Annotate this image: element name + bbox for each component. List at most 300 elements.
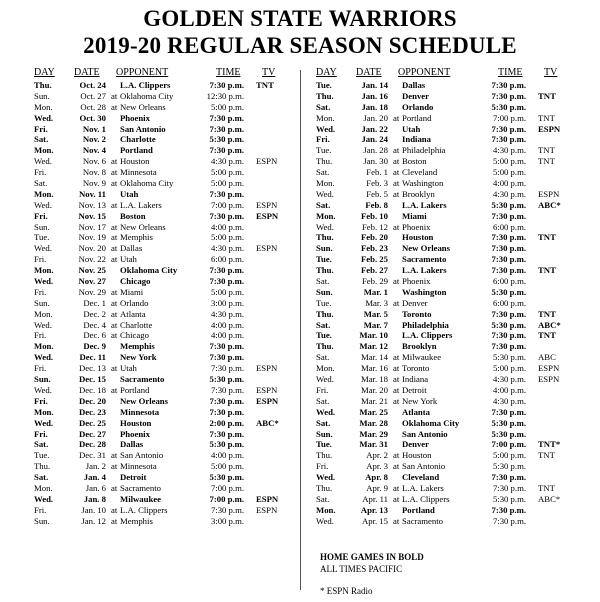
game-date: Nov. 25 xyxy=(78,265,106,276)
game-row xyxy=(316,134,566,145)
away-marker: at xyxy=(393,450,400,461)
game-row xyxy=(316,254,566,265)
game-row xyxy=(34,472,284,483)
game-date: Apr. 3 xyxy=(366,461,388,472)
game-row xyxy=(316,494,566,505)
game-date: Dec. 1 xyxy=(83,297,106,308)
game-row xyxy=(316,156,566,167)
game-date: Apr. 13 xyxy=(360,504,388,515)
game-day: Thu. xyxy=(34,80,52,90)
game-day: Fri. xyxy=(34,123,48,134)
game-opponent: Toronto xyxy=(402,363,430,374)
game-row xyxy=(34,156,284,167)
game-date: Jan. 10 xyxy=(81,504,106,515)
game-time: 7:00 p.m. xyxy=(491,439,526,450)
game-date: Nov. 29 xyxy=(78,286,106,297)
game-date: Mar. 3 xyxy=(365,297,388,308)
game-tv: TNT* xyxy=(538,439,561,450)
game-row xyxy=(316,516,566,527)
game-row xyxy=(316,102,566,113)
game-date: Oct. 30 xyxy=(79,112,106,123)
game-opponent: Phoenix xyxy=(120,428,150,439)
game-day: Sun. xyxy=(34,221,50,232)
game-opponent: New Orleans xyxy=(120,101,166,112)
game-row xyxy=(34,298,284,309)
game-time: 5:00 p.m. xyxy=(210,167,244,178)
game-tv: TNT xyxy=(538,265,556,276)
game-opponent: L.A. Lakers xyxy=(402,265,447,276)
away-marker: at xyxy=(111,384,118,395)
game-time: 7:30 p.m. xyxy=(209,428,244,439)
game-date: Dec. 13 xyxy=(78,363,106,374)
game-day: Sat. xyxy=(34,439,49,450)
game-row xyxy=(34,80,284,91)
game-tv: ESPN xyxy=(538,123,561,134)
game-tv: ESPN xyxy=(256,210,279,221)
away-marker: at xyxy=(393,167,400,178)
game-day: Sat. xyxy=(316,167,330,178)
game-time: 6:00 p.m. xyxy=(492,276,526,287)
away-marker: at xyxy=(111,363,118,374)
game-day: Wed. xyxy=(316,123,336,134)
game-opponent: Oklahoma City xyxy=(120,178,174,189)
game-row xyxy=(34,429,284,440)
game-row xyxy=(316,450,566,461)
game-time: 5:00 p.m. xyxy=(492,450,526,461)
game-date: Nov. 15 xyxy=(78,210,106,221)
game-tv: ABC* xyxy=(538,493,561,504)
game-day: Sat. xyxy=(316,319,331,330)
game-opponent: Indiana xyxy=(402,134,431,145)
game-day: Thu. xyxy=(316,450,333,461)
game-opponent: Portland xyxy=(402,504,435,515)
game-row xyxy=(316,396,566,407)
game-row xyxy=(316,80,566,91)
away-marker: at xyxy=(393,221,400,232)
away-marker: at xyxy=(393,178,400,189)
game-row xyxy=(34,494,284,505)
game-date: Nov. 22 xyxy=(78,254,106,265)
game-time: 7:30 p.m. xyxy=(209,112,244,123)
game-day: Sat. xyxy=(34,472,49,483)
game-day: Tue. xyxy=(316,80,332,90)
game-row xyxy=(34,505,284,516)
game-date: Mar. 7 xyxy=(363,319,388,330)
away-marker: at xyxy=(393,374,400,385)
game-time: 7:30 p.m. xyxy=(209,80,244,90)
game-opponent: L.A. Clippers xyxy=(402,330,453,341)
game-date: Apr. 9 xyxy=(366,482,388,493)
game-time: 5:30 p.m. xyxy=(209,374,244,385)
game-time: 7:30 p.m. xyxy=(209,276,244,287)
game-opponent: Atlanta xyxy=(402,406,430,417)
game-time: 5:30 p.m. xyxy=(209,134,244,145)
game-time: 5:30 p.m. xyxy=(491,428,526,439)
game-date: Jan. 4 xyxy=(83,472,106,483)
game-tv: TNT xyxy=(538,308,556,319)
game-date: Jan. 20 xyxy=(363,112,388,123)
away-marker: at xyxy=(111,178,118,189)
game-day: Wed. xyxy=(34,156,52,167)
game-row xyxy=(34,309,284,320)
game-opponent: Detroit xyxy=(402,384,427,395)
game-date: Feb. 10 xyxy=(360,210,388,221)
game-opponent: Houston xyxy=(120,156,150,167)
game-time: 4:30 p.m. xyxy=(492,188,526,199)
game-date: Jan. 14 xyxy=(361,80,388,90)
game-opponent: Sacramento xyxy=(120,482,162,493)
game-opponent: Atlanta xyxy=(120,308,146,319)
game-row xyxy=(34,276,284,287)
away-marker: at xyxy=(393,352,400,363)
game-tv: TNT xyxy=(538,232,556,243)
game-row xyxy=(34,352,284,363)
game-opponent: Utah xyxy=(402,123,421,134)
game-tv: ESPN xyxy=(256,243,278,254)
game-date: Nov. 13 xyxy=(78,199,106,210)
game-tv: ESPN xyxy=(538,374,560,385)
game-day: Wed. xyxy=(316,515,334,526)
game-day: Thu. xyxy=(316,308,334,319)
game-day: Tue. xyxy=(316,330,332,341)
game-row xyxy=(34,91,284,102)
game-date: Jan. 6 xyxy=(85,482,106,493)
game-day: Mon. xyxy=(316,178,335,189)
game-row xyxy=(34,396,284,407)
game-tv: TNT xyxy=(538,156,555,167)
game-date: Dec. 25 xyxy=(78,417,106,428)
game-row xyxy=(316,287,566,298)
game-tv: ESPN xyxy=(538,363,560,374)
away-marker: at xyxy=(393,384,400,395)
radio-note: * ESPN Radio xyxy=(320,586,373,596)
game-date: Dec. 28 xyxy=(78,439,106,450)
game-day: Thu. xyxy=(316,265,334,276)
game-date: Dec. 20 xyxy=(78,395,106,406)
game-time: 5:00 p.m. xyxy=(492,167,526,178)
game-opponent: New Orleans xyxy=(120,395,169,406)
game-day: Sat. xyxy=(316,417,331,428)
game-time: 5:00 p.m. xyxy=(492,363,526,374)
game-row xyxy=(316,222,566,233)
game-tv: ESPN xyxy=(256,156,278,167)
game-opponent: Brooklyn xyxy=(402,341,437,352)
game-row xyxy=(34,363,284,374)
game-opponent: San Antonio xyxy=(402,461,446,472)
game-day: Sat. xyxy=(316,395,330,406)
game-date: Nov. 17 xyxy=(78,221,106,232)
game-opponent: Utah xyxy=(120,188,139,199)
game-opponent: Miami xyxy=(402,210,427,221)
game-time: 7:30 p.m. xyxy=(491,90,526,101)
game-day: Fri. xyxy=(34,254,47,265)
game-opponent: Houston xyxy=(120,417,152,428)
away-marker: at xyxy=(393,188,400,199)
game-time: 12:30 p.m. xyxy=(206,90,244,101)
game-day: Mon. xyxy=(316,504,336,515)
game-day: Wed. xyxy=(316,472,336,483)
game-row xyxy=(316,483,566,494)
game-date: Mar. 28 xyxy=(359,417,388,428)
game-opponent: Orlando xyxy=(120,297,149,308)
game-day: Sat. xyxy=(316,276,330,287)
game-day: Thu. xyxy=(316,232,334,243)
game-tv: ABC xyxy=(538,352,556,363)
game-date: Mar. 12 xyxy=(359,341,388,352)
game-opponent: Minnesota xyxy=(120,167,157,178)
game-row xyxy=(316,200,566,211)
game-date: Mar. 1 xyxy=(363,286,388,297)
game-date: Dec. 31 xyxy=(78,450,106,461)
game-row xyxy=(316,330,566,341)
game-date: Nov. 6 xyxy=(82,156,106,167)
game-day: Mon. xyxy=(34,341,54,352)
game-opponent: Portland xyxy=(120,145,153,156)
game-tv: TNT xyxy=(538,482,555,493)
game-row xyxy=(316,91,566,102)
game-opponent: Phoenix xyxy=(402,221,431,232)
game-date: Jan. 16 xyxy=(361,90,388,101)
away-marker: at xyxy=(111,286,118,297)
game-row xyxy=(34,134,284,145)
game-row xyxy=(34,243,284,254)
game-row xyxy=(34,439,284,450)
game-day: Fri. xyxy=(316,384,329,395)
game-opponent: Dallas xyxy=(402,80,426,90)
away-marker: at xyxy=(111,319,118,330)
game-opponent: New Orleans xyxy=(402,243,451,254)
game-date: Feb. 23 xyxy=(360,243,388,254)
game-day: Tue. xyxy=(316,254,332,265)
game-date: Jan. 28 xyxy=(363,145,388,156)
game-date: Oct. 24 xyxy=(79,80,106,90)
game-time: 4:30 p.m. xyxy=(492,145,526,156)
away-marker: at xyxy=(111,221,118,232)
game-tv: ESPN xyxy=(256,493,279,504)
game-row xyxy=(34,320,284,331)
game-opponent: Memphis xyxy=(120,232,153,243)
game-row xyxy=(34,450,284,461)
game-date: Feb. 29 xyxy=(361,276,388,287)
game-opponent: Brooklyn xyxy=(402,188,435,199)
game-date: Jan. 2 xyxy=(85,461,106,472)
game-day: Wed. xyxy=(34,319,52,330)
game-row xyxy=(316,145,566,156)
away-marker: at xyxy=(111,90,118,101)
header-tv: TV xyxy=(262,67,276,78)
game-day: Wed. xyxy=(34,243,52,254)
game-date: Nov. 8 xyxy=(82,167,106,178)
game-row xyxy=(34,341,284,352)
game-day: Sun. xyxy=(34,90,50,101)
game-opponent: Houston xyxy=(402,450,432,461)
game-day: Fri. xyxy=(316,134,330,145)
game-row xyxy=(316,265,566,276)
game-day: Sun. xyxy=(34,374,51,385)
game-time: 5:30 p.m. xyxy=(209,439,244,450)
game-time: 3:00 p.m. xyxy=(210,515,244,526)
game-opponent: New Orleans xyxy=(120,221,166,232)
away-marker: at xyxy=(393,276,400,287)
game-time: 7:30 p.m. xyxy=(210,363,244,374)
game-opponent: Indiana xyxy=(402,374,429,385)
game-day: Wed. xyxy=(34,276,54,287)
schedule-list-left xyxy=(34,80,284,527)
game-time: 5:30 p.m. xyxy=(491,199,526,210)
game-opponent: Minnesota xyxy=(120,461,157,472)
game-day: Fri. xyxy=(34,167,47,178)
away-marker: at xyxy=(111,199,118,210)
game-opponent: Sacramento xyxy=(402,515,444,526)
game-row xyxy=(316,472,566,483)
game-opponent: Cleveland xyxy=(402,167,438,178)
game-row xyxy=(316,320,566,331)
game-opponent: Charlotte xyxy=(120,134,156,145)
game-date: Dec. 15 xyxy=(78,374,106,385)
away-marker: at xyxy=(393,112,400,123)
game-day: Sun. xyxy=(316,428,333,439)
game-day: Wed. xyxy=(316,374,334,385)
game-day: Wed. xyxy=(34,199,52,210)
game-day: Sat. xyxy=(316,101,331,112)
game-day: Sat. xyxy=(316,199,331,210)
game-day: Thu. xyxy=(316,156,333,167)
game-row xyxy=(34,200,284,211)
game-time: 5:30 p.m. xyxy=(492,461,526,472)
game-day: Thu. xyxy=(316,341,334,352)
game-opponent: Miami xyxy=(120,286,144,297)
game-opponent: Washington xyxy=(402,286,447,297)
game-time: 6:00 p.m. xyxy=(492,297,526,308)
away-marker: at xyxy=(393,145,400,156)
game-opponent: San Antonio xyxy=(402,428,448,439)
game-day: Mon. xyxy=(34,188,54,199)
game-time: 4:30 p.m. xyxy=(210,243,244,254)
game-date: Mar. 5 xyxy=(363,308,388,319)
away-marker: at xyxy=(111,254,118,265)
game-row xyxy=(316,341,566,352)
game-time: 5:00 p.m. xyxy=(210,178,244,189)
game-day: Fri. xyxy=(316,461,329,472)
game-date: Feb. 12 xyxy=(361,221,388,232)
game-time: 4:30 p.m. xyxy=(492,395,526,406)
game-row xyxy=(34,167,284,178)
game-time: 7:00 p.m. xyxy=(209,493,244,504)
game-time: 5:00 p.m. xyxy=(210,101,244,112)
game-row xyxy=(34,483,284,494)
game-day: Fri. xyxy=(34,504,47,515)
game-time: 7:30 p.m. xyxy=(209,188,244,199)
game-time: 7:30 p.m. xyxy=(491,330,526,341)
game-date: Apr. 2 xyxy=(366,450,388,461)
game-time: 7:30 p.m. xyxy=(491,80,526,90)
game-time: 7:30 p.m. xyxy=(209,210,244,221)
game-row xyxy=(34,222,284,233)
game-date: Mar. 20 xyxy=(360,384,388,395)
game-time: 7:30 p.m. xyxy=(491,254,526,265)
game-time: 5:00 p.m. xyxy=(210,461,244,472)
game-day: Mon. xyxy=(316,210,336,221)
away-marker: at xyxy=(111,461,118,472)
game-day: Mon. xyxy=(34,265,54,276)
game-date: Dec. 27 xyxy=(78,428,106,439)
game-time: 7:30 p.m. xyxy=(210,384,244,395)
game-time: 5:30 p.m. xyxy=(491,101,526,112)
game-row xyxy=(34,189,284,200)
game-day: Sun. xyxy=(34,515,50,526)
game-time: 4:00 p.m. xyxy=(210,330,244,341)
game-time: 7:30 p.m. xyxy=(209,123,244,134)
game-date: Jan. 30 xyxy=(363,156,388,167)
game-day: Tue. xyxy=(316,439,332,450)
game-time: 7:30 p.m. xyxy=(491,123,526,134)
game-row xyxy=(34,232,284,243)
game-day: Mon. xyxy=(316,363,335,374)
game-time: 4:00 p.m. xyxy=(210,221,244,232)
game-time: 4:30 p.m. xyxy=(210,156,244,167)
game-time: 5:30 p.m. xyxy=(491,417,526,428)
game-day: Tue. xyxy=(34,450,50,461)
away-marker: at xyxy=(111,515,118,526)
game-day: Fri. xyxy=(34,210,48,221)
game-date: Nov. 2 xyxy=(82,134,106,145)
game-opponent: Minnesota xyxy=(120,406,160,417)
game-time: 7:00 p.m. xyxy=(210,482,244,493)
game-date: Dec. 18 xyxy=(78,384,106,395)
column-divider xyxy=(300,70,301,590)
game-date: Dec. 9 xyxy=(83,341,106,352)
game-opponent: Boston xyxy=(120,210,146,221)
game-opponent: Oklahoma City xyxy=(120,90,174,101)
game-time: 5:30 p.m. xyxy=(209,472,244,483)
game-tv: ESPN xyxy=(538,188,560,199)
game-date: Dec. 2 xyxy=(83,308,106,319)
game-date: Nov. 20 xyxy=(78,243,106,254)
game-date: Feb. 27 xyxy=(360,265,388,276)
game-tv: TNT xyxy=(256,80,274,90)
game-day: Sat. xyxy=(34,178,48,189)
game-time: 5:00 p.m. xyxy=(210,286,244,297)
game-opponent: L.A. Clippers xyxy=(120,504,168,515)
game-date: Nov. 27 xyxy=(78,276,106,287)
game-date: Mar. 21 xyxy=(360,395,388,406)
away-marker: at xyxy=(111,482,118,493)
game-time: 7:30 p.m. xyxy=(209,406,244,417)
game-row xyxy=(34,330,284,341)
game-row xyxy=(34,211,284,222)
game-opponent: Utah xyxy=(120,254,137,265)
game-day: Fri. xyxy=(34,428,48,439)
game-day: Thu. xyxy=(316,90,334,101)
game-opponent: Milwaukee xyxy=(120,493,162,504)
away-marker: at xyxy=(111,308,118,319)
away-marker: at xyxy=(393,156,400,167)
game-row xyxy=(34,178,284,189)
game-day: Mon. xyxy=(316,112,335,123)
game-row xyxy=(316,461,566,472)
game-date: Jan. 18 xyxy=(361,101,388,112)
game-time: 7:30 p.m. xyxy=(209,265,244,276)
game-tv: TNT xyxy=(538,450,555,461)
game-day: Mon. xyxy=(34,406,54,417)
away-marker: at xyxy=(393,482,400,493)
header-time: TIME xyxy=(216,67,241,78)
game-opponent: L.A. Lakers xyxy=(120,199,162,210)
game-day: Thu. xyxy=(34,461,51,472)
game-time: 4:00 p.m. xyxy=(210,319,244,330)
game-day: Wed. xyxy=(316,221,334,232)
game-tv: TNT xyxy=(538,90,556,101)
